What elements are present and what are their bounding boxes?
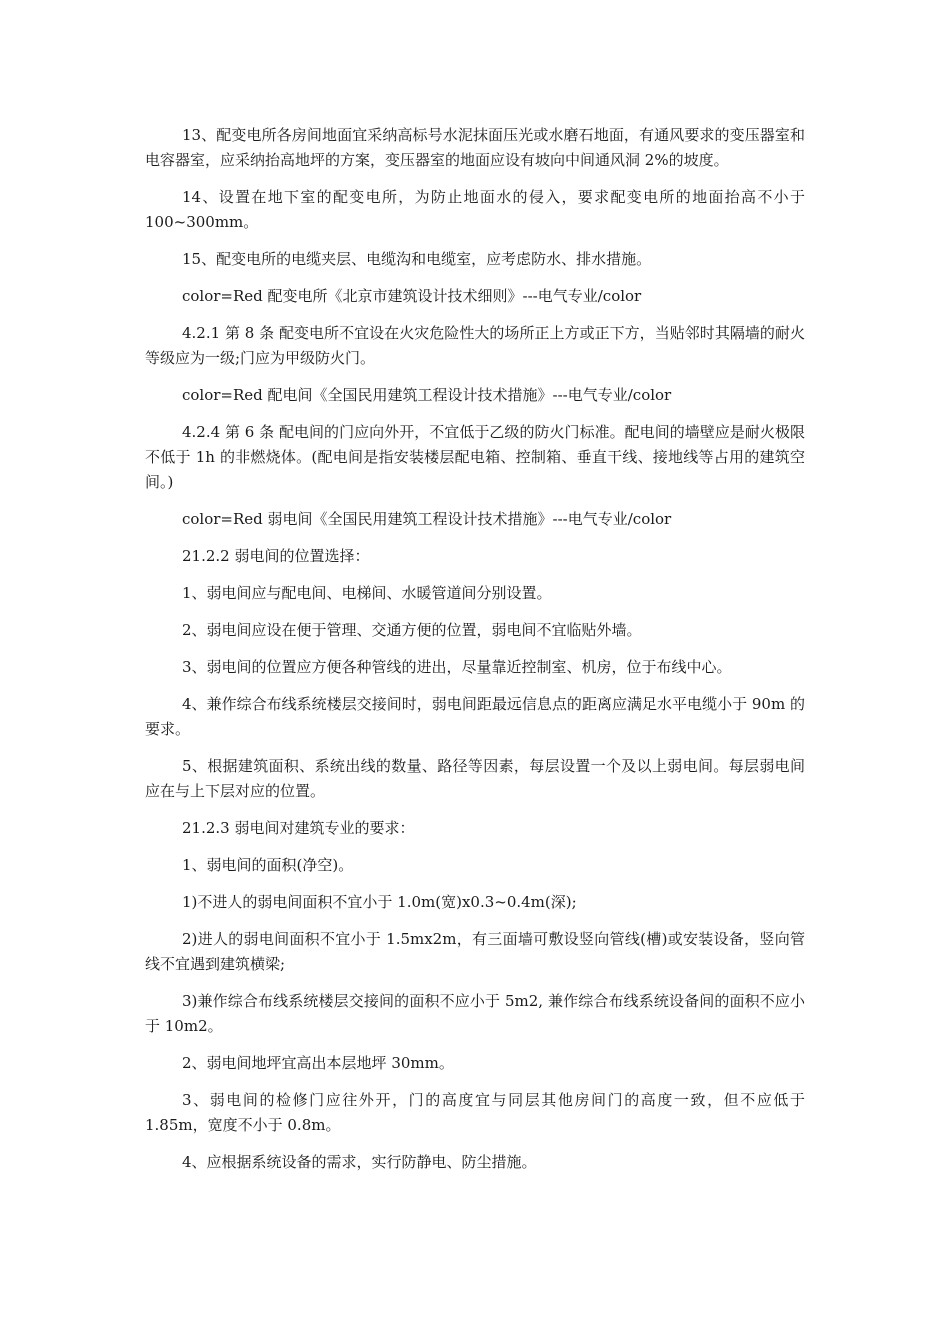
paragraph: 1)不进人的弱电间面积不宜小于 1.0m(宽)x0.3~0.4m(深);: [182, 893, 577, 911]
paragraph: 3、弱电间的检修门应往外开，门的高度宜与同层其他房间门的高度一致，但不应低于 1.85m，宽度不小于 0.8m。: [145, 1091, 805, 1134]
paragraph: 15、配变电所的电缆夹层、电缆沟和电缆室，应考虑防水、排水措施。: [182, 250, 652, 268]
paragraph: 4.2.1 第 8 条 配变电所不宜设在火灾危险性大的场所正上方或正下方，当贴邻时其隔墙的耐火等级应为一级;门应为甲级防火门。: [145, 324, 805, 367]
paragraph: 2、弱电间应设在便于管理、交通方便的位置，弱电间不宜临贴外墙。: [182, 621, 642, 639]
paragraph: 14、设置在地下室的配变电所，为防止地面水的侵入，要求配变电所的地面抬高不小于 100~300mm。: [145, 188, 805, 231]
subsection-heading: 21.2.2 弱电间的位置选择：: [182, 547, 370, 565]
paragraph: 1、弱电间应与配电间、电梯间、水暖管道间分别设置。: [182, 584, 552, 602]
paragraph: 2、弱电间地坪宜高出本层地坪 30mm。: [182, 1054, 454, 1072]
section-heading: color=Red 弱电间《全国民用建筑工程设计技术措施》---电气专业/color: [182, 510, 672, 528]
paragraph: 4.2.4 第 6 条 配电间的门应向外开，不宜低于乙级的防火门标准。配电间的墙壁应是耐火极限不低于 1h 的非燃烧体。(配电间是指安装楼层配电箱、控制箱、垂直干线、接地线等占用的建筑空间。): [145, 423, 805, 491]
paragraph: 5、根据建筑面积、系统出线的数量、路径等因素，每层设置一个及以上弱电间。每层弱电间应在与上下层对应的位置。: [145, 757, 805, 800]
paragraph: 4、应根据系统设备的需求，实行防静电、防尘措施。: [182, 1153, 537, 1171]
document-page: [145, 123, 805, 1187]
section-heading: color=Red 配电间《全国民用建筑工程设计技术措施》---电气专业/color: [182, 386, 672, 404]
paragraph: 4、兼作综合布线系统楼层交接间时，弱电间距最远信息点的距离应满足水平电缆小于 90m 的要求。: [145, 695, 805, 738]
paragraph: 1、弱电间的面积(净空)。: [182, 856, 354, 874]
subsection-heading: 21.2.3 弱电间对建筑专业的要求：: [182, 819, 415, 837]
paragraph: 3)兼作综合布线系统楼层交接间的面积不应小于 5m2, 兼作综合布线系统设备间的面积不应小于 10m2。: [145, 992, 805, 1035]
paragraph: 13、配变电所各房间地面宜采纳高标号水泥抹面压光或水磨石地面，有通风要求的变压器室和电容器室，应采纳抬高地坪的方案，变压器室的地面应设有坡向中间通风洞 2%的坡度。: [145, 126, 805, 169]
paragraph: 3、弱电间的位置应方便各种管线的进出，尽量靠近控制室、机房，位于布线中心。: [182, 658, 732, 676]
paragraph: 2)进人的弱电间面积不宜小于 1.5mx2m，有三面墙可敷设竖向管线(槽)或安装设备，竖向管线不宜遇到建筑横梁;: [145, 930, 805, 973]
section-heading: color=Red 配变电所《北京市建筑设计技术细则》---电气专业/color: [182, 287, 642, 305]
